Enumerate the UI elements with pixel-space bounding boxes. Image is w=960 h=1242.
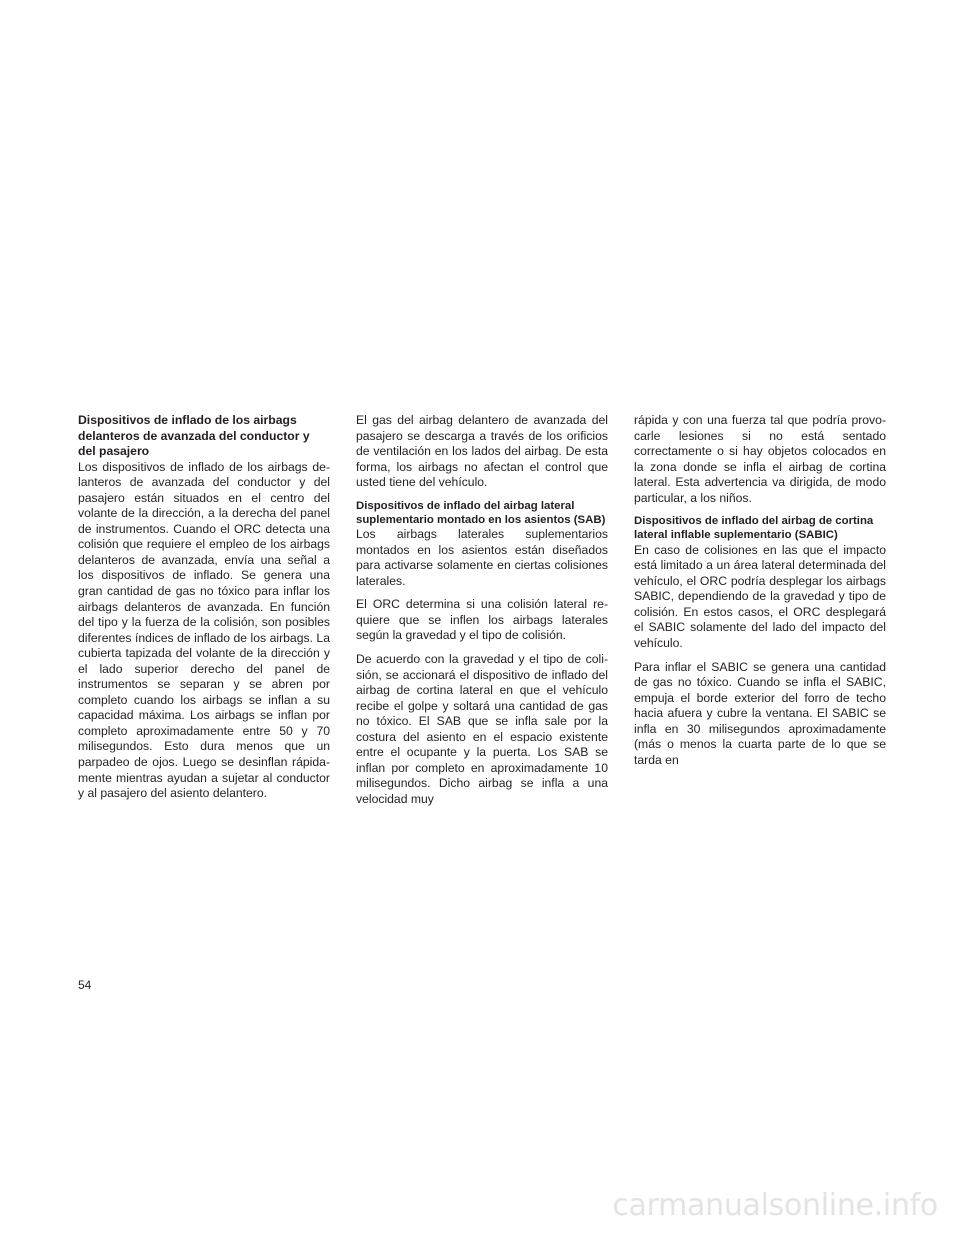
column-middle <box>356 413 608 815</box>
section-heading-front-airbag-inflators: Dispositivos de inflado de los airbags delanteros de avanzada del conductor y del pasajero <box>78 413 310 459</box>
section-heading-sabic-inflators: Dispositivos de inflado del airbag de cortina lateral inflable suplementario (SABIC) <box>634 515 874 542</box>
paragraph: El ORC determina si una colisión lateral requiere que se inflen los airbags laterales según la gravedad y el tipo de colisión. <box>356 597 608 643</box>
page-number: 54 <box>78 978 92 992</box>
paragraph: Los dispositivos de inflado de los airbags delanteros de avanzada del conductor y del pasajero están situados en el centro del volante de la dirección, a la derecha del panel de instrumentos. Cuando el ORC detecta una colisión que requiere el empleo de los airbags delanteros de avanzada, envía una señal a los dispositivos de inflado. Se genera una gran cantidad de gas no tóxico para inflar los airbags delanteros de avanzada. En función del tipo y la fuerza de la colisión, son posibles diferentes índices de inflado de los airbags. La cubierta tapizada del volante de la dirección y el lado superior derecho del panel de instrumentos se separan y se abren por completo cuando los airbags se inflan a su capacidad máxima. Los airbags se inflan por completo aproximadamente entre 50 y 70 milisegundos. Esto dura menos que un parpadeo de ojos. Luego se desinflan rápidamente mientras ayudan a sujetar al conductor y al pasajero del asiento delantero. <box>78 459 330 801</box>
paragraph: rápida y con una fuerza tal que podría provocarle lesiones si no está sentado correctamente o si hay objetos colocados en la zona donde se infla el airbag de cortina lateral. Esta advertencia va dirigida, de modo particular, a los niños. <box>634 413 886 505</box>
paragraph: Para inflar el SABIC se genera una cantidad de gas no tóxico. Cuando se infla el SABIC, empuja el borde exterior del forro de techo hacia afuera y cubre la ventana. El SABIC se infla en 30 milisegundos aproximadamente (más o menos la cuarta parte de lo que se tarda en <box>634 659 886 767</box>
column-left <box>78 413 330 810</box>
watermark-logo: carmanualsonline.info <box>612 1188 938 1223</box>
paragraph: Los airbags laterales suplementarios montados en los asientos están diseñados para activarse solamente en ciertas colisiones laterales. <box>356 527 608 588</box>
column-right <box>634 413 886 776</box>
paragraph: De acuerdo con la gravedad y el tipo de colisión, se accionará el dispositivo de inflado del airbag de cortina lateral en que el vehículo recibe el golpe y soltará una cantidad de gas no tóxico. El SAB que se infla sale por la costura del asiento en el espacio existente entre el ocupante y la puerta. Los SAB se inflan por completo en aproximadamente 10 milisegundos. Dicho airbag se infla a una velocidad muy <box>356 651 608 806</box>
section-heading-sab-inflators: Dispositivos de inflado del airbag lateral suplementario montado en los asientos (SAB) <box>356 499 606 526</box>
paragraph: En caso de colisiones en las que el impacto está limitado a un área lateral determinada del vehículo, el ORC podría desplegar los airbags SABIC, dependiendo de la gravedad y tipo de colisión. En estos casos, el ORC desplegará el SABIC solamente del lado del impacto del vehículo. <box>634 542 886 650</box>
paragraph: El gas del airbag delantero de avanzada del pasajero se descarga a través de los orificios de ventilación en los lados del airbag. De esta forma, los airbags no afectan el control que usted tiene del vehículo. <box>356 413 608 490</box>
